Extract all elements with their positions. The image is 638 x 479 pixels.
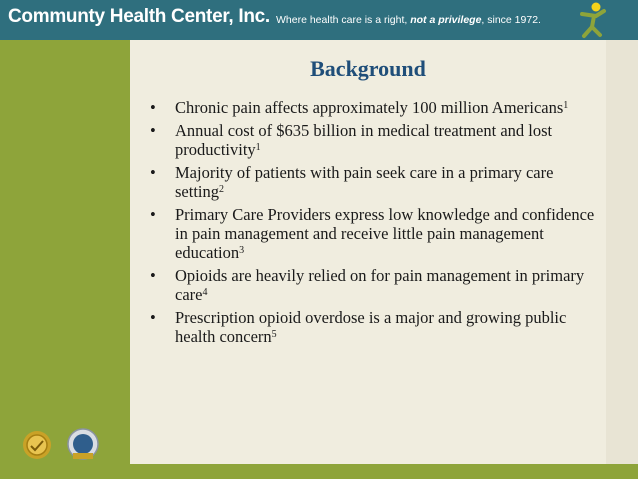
header-bar (0, 0, 638, 40)
bullet-ref: 1 (563, 100, 569, 111)
bullet-item (150, 121, 602, 159)
bullet-ref: 5 (271, 329, 277, 340)
logo: Communty Health Center, Inc. (8, 6, 270, 27)
bullet-list (150, 98, 602, 350)
bullet-text: Annual cost of $635 billion in medical treatment and lost productivity (175, 121, 553, 159)
bullet-text: Chronic pain affects approximately 100 million Americans (175, 98, 564, 117)
tagline-prefix: Where health care is a right, (276, 14, 411, 26)
bullet-ref: 3 (239, 245, 245, 256)
bullet-item (150, 205, 602, 262)
person-logo-icon (572, 0, 612, 40)
bullet-item (150, 98, 602, 117)
bullet-item (150, 308, 602, 346)
bullet-text: Opioids are heavily relied on for pain management in primary care (175, 266, 585, 304)
bullet-text: Majority of patients with pain seek care in a primary care setting (175, 163, 554, 201)
bullet-text: Prescription opioid overdose is a major and growing public health concern (175, 308, 567, 346)
left-accent-column (0, 40, 130, 479)
tagline-emphasis: not a privilege (410, 14, 482, 26)
slide-title: Background (310, 56, 426, 81)
bullet-item (150, 163, 602, 201)
gold-seal-icon (22, 430, 52, 460)
tagline-suffix: , since 1972. (481, 14, 541, 26)
bottom-accent-bar (0, 464, 638, 479)
bullet-ref: 2 (219, 184, 224, 195)
ncqa-seal-icon (64, 428, 102, 462)
bullet-ref: 4 (202, 287, 208, 298)
tagline (276, 14, 541, 26)
bullet-text: Primary Care Providers express low knowledge and confidence in pain management and receive little pain management education (175, 205, 595, 262)
bullet-ref: 1 (255, 142, 261, 153)
bullet-item (150, 266, 602, 304)
